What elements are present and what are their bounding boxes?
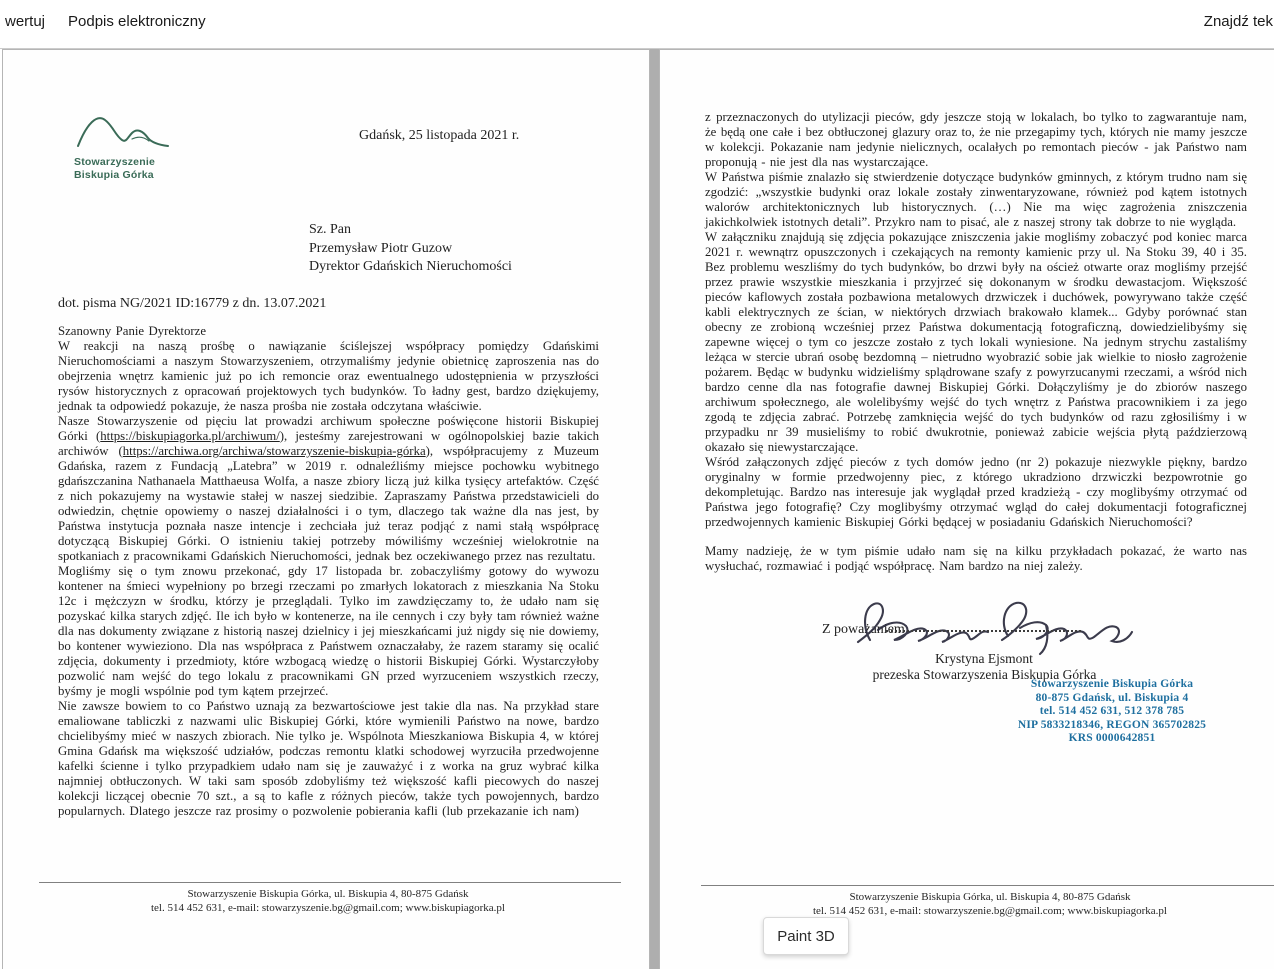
paragraph: Nie zawsze bowiem to co Państwo uznają za bezwartościowe jest takie dla nas. Na przykład stare emaliowane tabliczki z nazwami ulic Biskupiej Górki, które wymienili Państwo na nowe, bardzo chcielibyśmy mieć w naszych zbiorach. Nie tylko je. Wspólnota Mieszkaniowa Biskupia 4, w której Gmina Gdańsk ma większość udziałów, podczas remontu klatki schodowej wyrzuciła przedwojenne kafelki ścienne i tylko przypadkiem udało nam się je zauważyć i z worka na gruz wybrać kilka najmniej obtłuczonych. W taki sam sposób zdobyliśmy też większość kafli piecowych do naszej kolekcji liczącej obecnie 70 szt., a są to kafle z różnych pieców, także tych powojennych, bardzo popularnych. Dlatego jeszcze raz prosimy o pozwolenie pobierania kafli (lub przekazanie ich nam)	[58, 699, 599, 818]
page-divider	[650, 49, 659, 969]
signature-dotted-line	[886, 630, 1081, 632]
footer-divider	[39, 882, 621, 883]
footer-contact: tel. 514 452 631, e-mail: stowarzyszenie.bg@gmail.com; www.biskupiagorka.pl	[150, 901, 505, 914]
footer-address: Stowarzyszenie Biskupia Górka, ul. Biskupia 4, 80-875 Gdańsk	[187, 888, 469, 900]
salutation-line: Szanowny Panie Dyrektorze	[58, 324, 206, 338]
org-stamp	[982, 678, 1242, 746]
handwritten-signature	[848, 596, 1138, 656]
closing-line: Z poważaniem	[822, 622, 905, 637]
org-logo	[74, 110, 184, 181]
menu-item-konwertuj[interactable]: wertuj	[5, 13, 46, 30]
stamp-krs: KRS 0000642851	[1068, 732, 1156, 744]
page1-footer	[33, 888, 623, 915]
stamp-phones: tel. 514 452 631, 512 378 785	[1039, 705, 1185, 717]
recipient-name: Przemysław Piotr Guzow	[309, 240, 453, 256]
recipient-salutation: Sz. Pan	[309, 222, 351, 237]
letter-page-1	[2, 49, 650, 969]
reference-line: dot. pisma NG/2021 ID:16779 z dn. 13.07.2021	[58, 296, 327, 311]
letter-body-page2	[705, 110, 1247, 574]
signer-name: Krystyna Ejsmont	[935, 651, 1033, 666]
paragraph: z przeznaczonych do utylizacji pieców, gdy jeszcze stoją w lokalach, bo tylko to zagwarantuje nam, że będą one całe i bez obtłuczonej glazury oraz to, że nie przegapimy tych, których nie mamy jeszcze w kolekcji. Pokazanie nam jedynie nielicznych, ocalałych po remontach pieców - jak Państwo nam proponują - nie jest dla nas wystarczające.	[705, 110, 1247, 169]
paragraph: W reakcji na naszą prośbę o nawiązanie ściślejszej współpracy pomiędzy Gdańskimi Nieruchomościami a naszym Stowarzyszeniem, otrzymaliśmy jedynie obietnicę zaproszenia nas do obejrzenia wnętrz kamienic już po ich remoncie oraz ewentualnego udostępnienia w przyszłości rysów historycznych z opracowań projektowych tych budynków. To ładny gest, bardzo dziękujemy, jednak ta odpowiedź pokazuje, że nasza prośba nie została odczytana właściwie.	[58, 339, 599, 413]
stamp-org-name: Stowarzyszenie Biskupia Górka	[1030, 678, 1194, 690]
org-logo-line1: Stowarzyszenie	[74, 156, 155, 168]
paragraph-text: Nasze Stowarzyszenie od pięciu lat prowadzi archiwum społeczne poświęcone historii Biskupiej Górki (	[58, 414, 599, 443]
stamp-nip-regon: NIP 5833218346, REGON 365702825	[1017, 718, 1207, 731]
signer-title: prezeska Stowarzyszenia Biskupia Górka	[872, 667, 1097, 682]
footer-address: Stowarzyszenie Biskupia Górka, ul. Biskupia 4, 80-875 Gdańsk	[849, 891, 1131, 903]
letter-date: Gdańsk, 25 listopada 2021 r.	[359, 128, 520, 143]
archiwa-org-link[interactable]: https://archiwa.org/archiwa/stowarzyszenie-biskupia-górka	[122, 444, 426, 458]
paragraph	[58, 414, 599, 564]
menu-bar	[0, 0, 1274, 49]
letter-body-page1	[58, 324, 599, 819]
page2-footer	[695, 891, 1274, 918]
paragraph: W załączniku znajdują się zdjęcia pokazujące zniszczenia jakie mogliśmy zobaczyć pod koniec marca 2021 r. wewnątrz opuszczonych i czekających na remonty kamienic przy ul. Na Stoku 39, 40 i 35. Bez problemu weszliśmy do tych budynków, bo drzwi były na oścież otwarte oraz mogliśmy przejść przez prawie wszystkie mieszkania i przyjrzeć się dokonanym w środku dewastacjom. Większość pieców kaflowych została pozbawiona metalowych drzwiczek i duchówek, powyrywano także część kabli elektrycznych ze ścian, w niektórych drzwiach brakowało klamek... Gdyby porównać stan obecny ze zrobioną wcześniej przez Państwa dokumentacją fotograficzną, dowiedzielibyśmy się zapewne więcej o tym co jeszcze zostało z tych lokali wyniesione. Na jednym strychu zastaliśmy leżąca w stercie ubrań osobę bezdomną – nietrudno wyobrazić sobie jak wielkie to niosło zagrożenie pożarem. Będąc w budynku widzieliśmy splądrowane szafy z powyrzucanymi rzeczami, a wśród nich bardzo cenne dla nas fotografie dawnej Biskupiej Górki. Dołączyliśmy je do zbiorów naszego archiwum społecznego, ale wolelibyśmy wejść do tych wnętrz z Państwa pracownikiem i za jego zgodą te zdjęcia zabrać. Potrzebę zamknięcia wejść do tych budynków od razu zgłosiliśmy i w przypadku nr 39 musieliśmy to robić dwukrotnie, ponieważ zabicie wejścia płytą paździerzową okazało się niewystarczające.	[705, 230, 1247, 454]
menu-item-podpis-elektroniczny[interactable]: Podpis elektroniczny	[68, 13, 206, 30]
mountains-icon	[74, 110, 178, 150]
footer-divider	[701, 885, 1274, 886]
recipient-block	[309, 221, 512, 277]
archive-link[interactable]: https://biskupiagorka.pl/archiwum/	[100, 429, 280, 443]
org-logo-line2: Biskupia Górka	[74, 168, 154, 181]
paragraph: Wśród załączonych zdjęć pieców z tych domów jedno (nr 2) pokazuje niezwykle piękny, bardzo oryginalny w formie przedwojenny piec, z którego ukradziono drzwiczki bezpowrotnie go dekompletując. Bardzo nas interesuje jak wyglądał przed kradzieżą - czy moglibyśmy otrzymać od Państwa jego fotografię? Czy moglibyśmy otrzymać wgląd do całej dokumentacji fotograficznej przedwojennych kamienic Biskupiej Górki będącej w posiadaniu Gdańskich Nieruchomości?	[705, 455, 1247, 529]
paragraph: Mogliśmy się o tym znowu przekonać, gdy 17 listopada br. zobaczyliśmy gotowy do wywozu kontener na śmieci wypełniony po brzegi rzeczami po zmarłych lokatorach z mieszkania Na Stoku 12c i mężczyzn w środku, którzy je przeglądali. Tylko im zawdzięczamy to, że udało nam się pozyskać kilka starych zdjęć. Ile ich było w kontenerze, na ile cennych i czy były tam również ważne dla nas dokumenty związane z historią naszej dzielnicy i jej mieszkańcami już nigdy się nie dowiemy, bo kontener wywieziono. Dla nas współpraca z Państwem oznaczałaby, że razem staramy się ocalić zdjęcia, dokumenty i przedmioty, które wzbogacą wiedzę o historii Biskupiej Górki. Wystarczyłoby pozwolić nam wejść do tego lokalu z pracownikami GN przed wyrzuceniem wszystkich rzeczy, byśmy je mogli wspólnie pod tym kątem przejrzeć.	[58, 564, 599, 698]
recipient-title: Dyrektor Gdańskich Nieruchomości	[309, 259, 512, 274]
letter-page-2	[659, 49, 1274, 969]
menu-item-znajdz-tekst[interactable]: Znajdź tek	[1203, 13, 1273, 30]
document-viewport	[0, 49, 1274, 969]
paragraph: Mamy nadzieję, że w tym piśmie udało nam się na kilku przykładach pokazać, że warto nas wysłuchać, rozmawiać i podjąć współpracę. Nam bardzo na niej zależy.	[705, 544, 1247, 573]
paragraph: W Państwa piśmie znalazło się stwierdzenie dotyczące budynków gminnych, z którym trudno nam się zgodzić: „wszystkie budynki oraz lokale zostały zinwentaryzowane, również pod kątem istotnych walorów architektonicznych lub historycznych. (…) Nie ma więc zagrożenia zniszczenia jakichkolwiek istotnych detali”. Przykro nam to pisać, ale z naszej strony tak dobrze to nie wygląda.	[705, 170, 1247, 229]
footer-contact: tel. 514 452 631, e-mail: stowarzyszenie.bg@gmail.com; www.biskupiagorka.pl	[812, 904, 1167, 917]
paragraph-text: ), współpracujemy z Muzeum Gdańska, razem z Fundacją „Latebra” w 2019 r. odnaleźliśmy miejsce pochowku wybitnego gdańszczanina Nathanaela Matthaeusa Wolfa, a nasze zbiory liczą już kilka tysięcy artefaktów. Część z nich pokazujemy na wystawie stałej w naszej siedzibie. Zapraszamy Państwa przedstawicieli do odwiedzin, chętnie opowiemy o naszej działalności i o tym, dlaczego tak ważne dla nas jest, by Państwa instytucja poznała nasze intencje i zechciała już teraz podjąć z nami stałą współpracę dotyczącą Biskupiej Górki. O istnieniu takiej potrzeby mówiliśmy wcześniej wielokrotnie na spotkaniach z pracownikami Gdańskich Nieruchomości, jednak bez oczekiwanego przez nas rezultatu.	[58, 444, 599, 563]
paint3d-tooltip: Paint 3D	[763, 917, 849, 955]
stamp-address: 80-875 Gdańsk, ul. Biskupia 4	[1035, 691, 1189, 704]
paragraph-text: ), jesteśmy zarejestrowani w ogólnopolskiej bazie takich archiwów (	[58, 429, 600, 458]
